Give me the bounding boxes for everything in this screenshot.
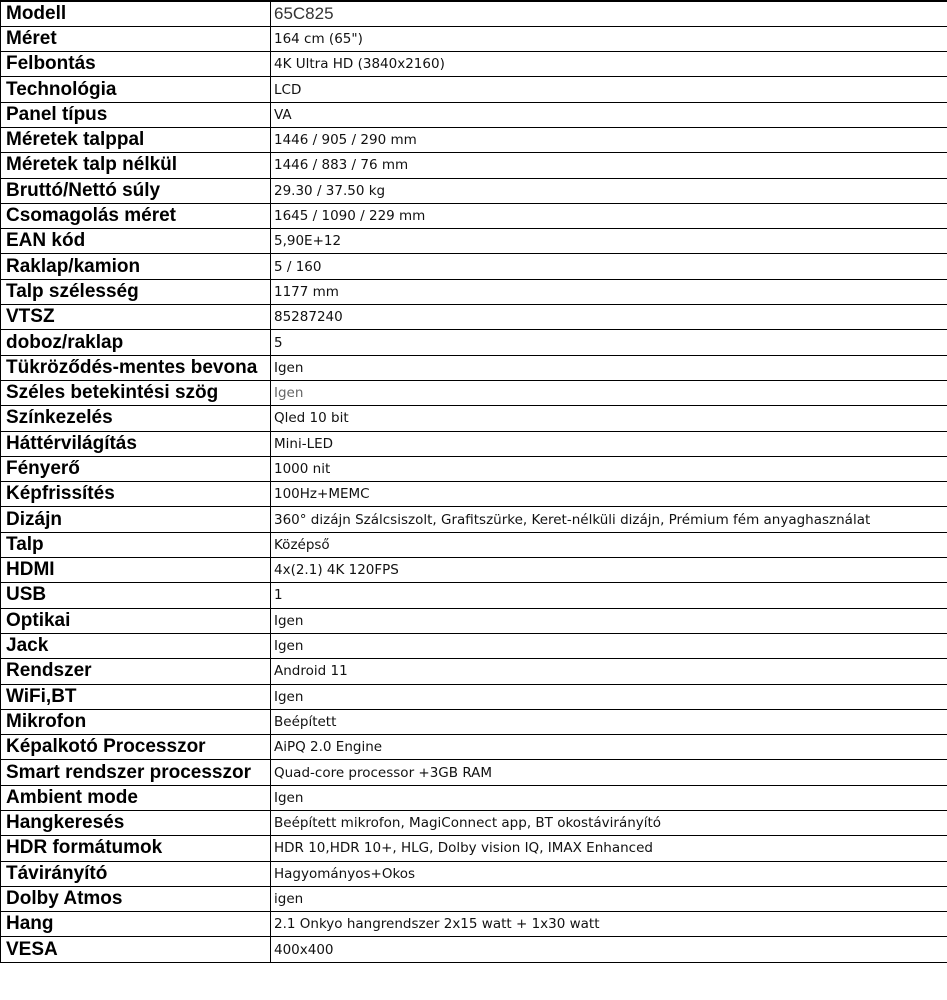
spec-value: Igen bbox=[271, 633, 947, 658]
spec-value: Igen bbox=[271, 608, 947, 633]
spec-value: 400x400 bbox=[271, 937, 947, 962]
spec-row bbox=[1, 659, 947, 684]
spec-value: 164 cm (65") bbox=[271, 26, 947, 51]
spec-row bbox=[1, 77, 947, 102]
spec-label: Mikrofon bbox=[1, 709, 271, 734]
spec-row bbox=[1, 709, 947, 734]
spec-row bbox=[1, 26, 947, 51]
spec-label: Jack bbox=[1, 633, 271, 658]
spec-value: 1645 / 1090 / 229 mm bbox=[271, 203, 947, 228]
spec-row bbox=[1, 785, 947, 810]
spec-row bbox=[1, 380, 947, 405]
spec-label: WiFi,BT bbox=[1, 684, 271, 709]
spec-value: 2.1 Onkyo hangrendszer 2x15 watt + 1x30 watt bbox=[271, 912, 947, 937]
spec-row bbox=[1, 558, 947, 583]
spec-label: Színkezelés bbox=[1, 406, 271, 431]
spec-value: Beépített mikrofon, MagiConnect app, BT okostávirányító bbox=[271, 811, 947, 836]
spec-value: 1446 / 905 / 290 mm bbox=[271, 127, 947, 152]
spec-label: Háttérvilágítás bbox=[1, 431, 271, 456]
spec-label: Hangkeresés bbox=[1, 811, 271, 836]
spec-row bbox=[1, 861, 947, 886]
spec-row bbox=[1, 836, 947, 861]
spec-table-body bbox=[1, 1, 947, 962]
spec-row bbox=[1, 178, 947, 203]
spec-label: Technológia bbox=[1, 77, 271, 102]
spec-value: 4K Ultra HD (3840x2160) bbox=[271, 52, 947, 77]
spec-label: Képalkotó Processzor bbox=[1, 735, 271, 760]
spec-row bbox=[1, 203, 947, 228]
spec-value: 1177 mm bbox=[271, 279, 947, 304]
spec-value: Igen bbox=[271, 355, 947, 380]
spec-label: Optikai bbox=[1, 608, 271, 633]
spec-value: 100Hz+MEMC bbox=[271, 482, 947, 507]
spec-value: 1000 nit bbox=[271, 456, 947, 481]
spec-value: Igen bbox=[271, 684, 947, 709]
spec-label: Tükröződés-mentes bevona bbox=[1, 355, 271, 380]
spec-row bbox=[1, 153, 947, 178]
spec-value: 5 / 160 bbox=[271, 254, 947, 279]
spec-row bbox=[1, 507, 947, 532]
spec-label: VESA bbox=[1, 937, 271, 962]
spec-row bbox=[1, 937, 947, 962]
spec-label: Méret bbox=[1, 26, 271, 51]
spec-value: HDR 10,HDR 10+, HLG, Dolby vision IQ, IMAX Enhanced bbox=[271, 836, 947, 861]
spec-row bbox=[1, 52, 947, 77]
spec-label: HDMI bbox=[1, 558, 271, 583]
spec-value: Quad-core processor +3GB RAM bbox=[271, 760, 947, 785]
spec-label: Rendszer bbox=[1, 659, 271, 684]
spec-label: Smart rendszer processzor bbox=[1, 760, 271, 785]
spec-row bbox=[1, 406, 947, 431]
spec-label: Méretek talppal bbox=[1, 127, 271, 152]
spec-row bbox=[1, 330, 947, 355]
spec-value: Igen bbox=[271, 785, 947, 810]
spec-value: Igen bbox=[271, 380, 947, 405]
spec-row bbox=[1, 760, 947, 785]
spec-row bbox=[1, 355, 947, 380]
spec-value: 85287240 bbox=[271, 305, 947, 330]
spec-row bbox=[1, 254, 947, 279]
spec-value: Hagyományos+Okos bbox=[271, 861, 947, 886]
spec-row bbox=[1, 811, 947, 836]
spec-label: Felbontás bbox=[1, 52, 271, 77]
spec-label: Képfrissítés bbox=[1, 482, 271, 507]
spec-label: Ambient mode bbox=[1, 785, 271, 810]
spec-value: Qled 10 bit bbox=[271, 406, 947, 431]
spec-value: 360° dizájn Szálcsiszolt, Grafitszürke, Keret-nélküli dizájn, Prémium fém anyaghasználat bbox=[271, 507, 947, 532]
spec-label: doboz/raklap bbox=[1, 330, 271, 355]
spec-label: Hang bbox=[1, 912, 271, 937]
spec-label: EAN kód bbox=[1, 229, 271, 254]
spec-row bbox=[1, 886, 947, 911]
spec-label: Talp szélesség bbox=[1, 279, 271, 304]
spec-label: Fényerő bbox=[1, 456, 271, 481]
spec-row bbox=[1, 684, 947, 709]
spec-row bbox=[1, 279, 947, 304]
spec-row bbox=[1, 633, 947, 658]
spec-label: USB bbox=[1, 583, 271, 608]
spec-label: Dizájn bbox=[1, 507, 271, 532]
spec-row bbox=[1, 532, 947, 557]
spec-row bbox=[1, 1, 947, 26]
spec-row bbox=[1, 431, 947, 456]
spec-value: 1 bbox=[271, 583, 947, 608]
spec-label: Dolby Atmos bbox=[1, 886, 271, 911]
spec-label: Széles betekintési szög bbox=[1, 380, 271, 405]
spec-row bbox=[1, 583, 947, 608]
spec-value: LCD bbox=[271, 77, 947, 102]
spec-row bbox=[1, 102, 947, 127]
spec-row bbox=[1, 482, 947, 507]
spec-row bbox=[1, 127, 947, 152]
spec-label: Csomagolás méret bbox=[1, 203, 271, 228]
spec-value: VA bbox=[271, 102, 947, 127]
spec-value: 4x(2.1) 4K 120FPS bbox=[271, 558, 947, 583]
spec-label: Távirányító bbox=[1, 861, 271, 886]
spec-value: 5,90E+12 bbox=[271, 229, 947, 254]
spec-value: Középső bbox=[271, 532, 947, 557]
spec-value: 1446 / 883 / 76 mm bbox=[271, 153, 947, 178]
spec-label: Méretek talp nélkül bbox=[1, 153, 271, 178]
spec-row bbox=[1, 735, 947, 760]
spec-value: AiPQ 2.0 Engine bbox=[271, 735, 947, 760]
spec-value: Android 11 bbox=[271, 659, 947, 684]
spec-row bbox=[1, 608, 947, 633]
spec-label: VTSZ bbox=[1, 305, 271, 330]
spec-label: Bruttó/Nettó súly bbox=[1, 178, 271, 203]
spec-value: 5 bbox=[271, 330, 947, 355]
spec-row bbox=[1, 305, 947, 330]
spec-label: HDR formátumok bbox=[1, 836, 271, 861]
spec-value: 65C825 bbox=[271, 1, 947, 26]
spec-value: 29.30 / 37.50 kg bbox=[271, 178, 947, 203]
spec-label: Talp bbox=[1, 532, 271, 557]
spec-row bbox=[1, 912, 947, 937]
spec-label: Panel típus bbox=[1, 102, 271, 127]
spec-label: Modell bbox=[1, 1, 271, 26]
spec-row bbox=[1, 229, 947, 254]
spec-value: igen bbox=[271, 886, 947, 911]
spec-value: Mini-LED bbox=[271, 431, 947, 456]
spec-value: Beépített bbox=[271, 709, 947, 734]
spec-label: Raklap/kamion bbox=[1, 254, 271, 279]
spec-row bbox=[1, 456, 947, 481]
